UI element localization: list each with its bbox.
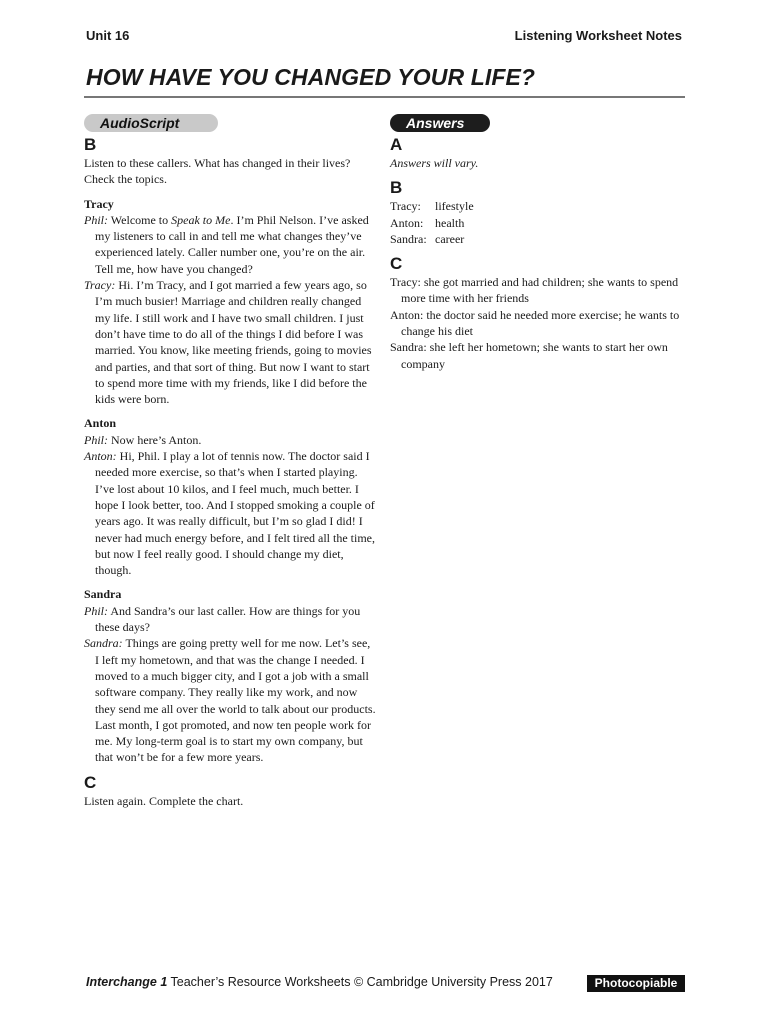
section-c-letter: C — [84, 772, 97, 792]
caller-name-anton: Anton — [84, 416, 117, 431]
answer-b-letter: B — [390, 178, 403, 198]
phil-line-tracy — [84, 212, 376, 277]
phil-text-b: . I’m Phil Nelson. I’ve asked my listeners to call in and tell me what changes they’ve experienced lately. Caller number one, you’re on the air. Tell me, how have you changed? — [95, 212, 369, 276]
anton-line — [84, 448, 376, 578]
answer-b-row — [390, 198, 685, 214]
phil-line-sandra — [84, 603, 376, 636]
speaker-label: Phil: — [84, 432, 108, 447]
phil-text: And Sandra’s our last caller. How are things for you these days? — [95, 603, 361, 635]
answer-c-letter: C — [390, 254, 403, 274]
section-label: Listening Worksheet Notes — [514, 28, 682, 43]
sandra-text: Things are going pretty well for me now. Let’s see, I left my hometown, and that was the change I needed. I moved to a much bigger city, and I got a job with a small software company. They really like my work, and now they send me all over the world to talk about our products. Last month, I got promoted, and now ten people work for me. My long-term goal is to start my own company, but that won’t be for a few more years. — [95, 636, 376, 765]
answer-b-value: career — [435, 231, 465, 246]
caller-name-sandra: Sandra — [84, 587, 122, 602]
audioscript-column — [84, 114, 376, 809]
show-name: Speak to Me — [171, 212, 231, 227]
answer-b-name: Tracy: — [390, 199, 421, 214]
answers-column — [390, 114, 685, 372]
book-title: Interchange 1 — [86, 975, 168, 989]
answer-a-letter: A — [390, 135, 403, 154]
tracy-text: Hi. I’m Tracy, and I got married a few years ago, so I’m much busier! Marriage and children really changed my life. I still work and I have two small children. I just don’t have time to do all of the things I did before I was married. You know, like meeting friends, going to movies and parties, and that sort of thing. But now I want to start to spend more time with my friends, like I did before the kids were born. — [95, 278, 372, 407]
speaker-label: Phil: — [84, 212, 108, 227]
phil-line-anton — [84, 432, 376, 448]
answer-c-row: Anton: the doctor said he needed more exercise; he wants to change his diet — [390, 307, 680, 339]
caller-name-tracy: Tracy — [84, 196, 114, 211]
speaker-label: Tracy: — [84, 278, 116, 293]
speaker-label: Anton: — [84, 449, 117, 464]
audioscript-badge: AudioScript — [84, 114, 218, 132]
footer-credit — [86, 975, 553, 989]
section-b-letter: B — [84, 135, 97, 154]
answer-b-value: health — [435, 215, 465, 230]
answers-badge: Answers — [390, 114, 490, 132]
answer-b-row — [390, 215, 685, 231]
phil-text-a: Welcome to — [110, 212, 172, 227]
answer-a-text: Answers will vary. — [390, 156, 479, 170]
photocopiable-badge: Photocopiable — [587, 975, 685, 992]
unit-label: Unit 16 — [86, 28, 130, 43]
answer-c-row: Tracy: she got married and had children; she wants to spend more time with her friends — [390, 275, 679, 306]
page-title: HOW HAVE YOU CHANGED YOUR LIFE? — [86, 64, 536, 90]
answer-b-name: Sandra: — [390, 231, 427, 246]
speaker-label: Phil: — [84, 603, 108, 618]
section-c-instruction: Listen again. Complete the chart. — [84, 793, 244, 808]
speaker-label: Sandra: — [84, 636, 123, 651]
answer-c-row: Sandra: she left her hometown; she wants to start her own company — [390, 340, 668, 371]
anton-text: Hi, Phil. I play a lot of tennis now. The doctor said I needed more exercise, so that’s when I started playing. I’ve lost about 10 kilos, and I feel much, much better. I hope I look better, too. And I stopped smoking a couple of years ago. It was really difficult, but I’m so glad I did! I never had much energy before, and I felt tired all the time, but now I feel really good. I should change my diet, though. — [95, 449, 375, 578]
answer-b-row — [390, 231, 685, 247]
answer-b-name: Anton: — [390, 215, 424, 230]
section-b-instruction: Listen to these callers. What has changed in their lives? Check the topics. — [84, 156, 351, 187]
copyright-text: Teacher’s Resource Worksheets © Cambridge University Press 2017 — [167, 975, 553, 989]
title-divider — [84, 96, 685, 98]
tracy-line — [84, 277, 376, 407]
answer-b-value: lifestyle — [435, 199, 474, 214]
phil-text: Now here’s Anton. — [111, 432, 202, 447]
sandra-line — [84, 635, 376, 765]
